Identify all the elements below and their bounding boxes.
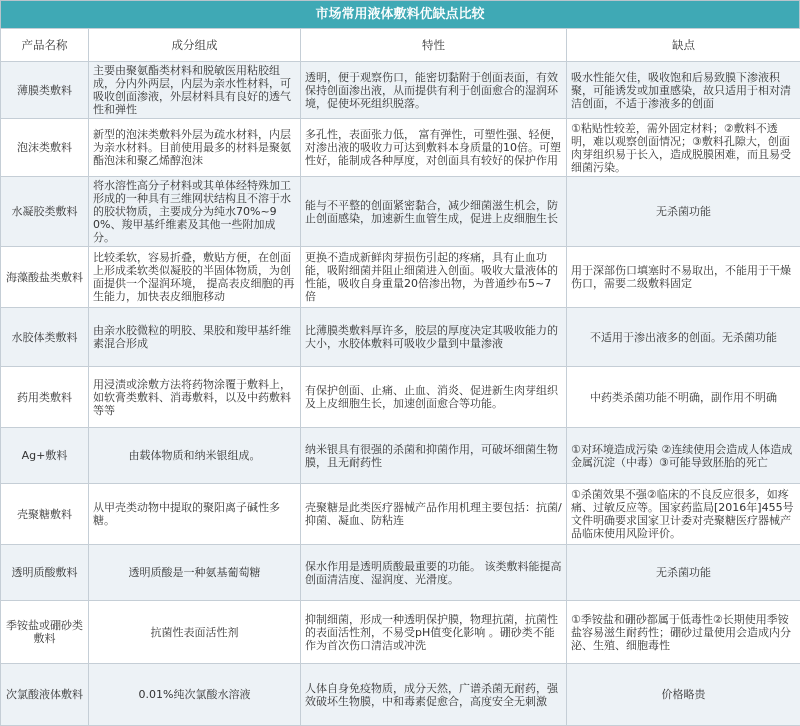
header-composition: 成分组成 (89, 29, 301, 62)
properties-cell: 多孔性，表面张力低， 富有弹性，可塑性强、轻便，对渗出液的吸收力可达到敷料本身质量的10倍。可塑性好，能制成各种厚度，对创面具有较好的保护作用 (301, 119, 567, 177)
product-name-cell: 海藻酸盐类敷料 (1, 247, 89, 308)
properties-cell: 透明，便于观察伤口，能密切黏附于创面表面，有效保持创面渗出液，从而提供有利于创面愈合的湿润环境，促使坏死组织脱落。 (301, 62, 567, 119)
header-row (1, 29, 800, 62)
composition-cell: 新型的泡沫类敷料外层为疏水材料，内层为亲水材料。目前使用最多的材料是聚氨酯泡沫和聚乙烯醇泡沫 (89, 119, 301, 177)
table-row (1, 177, 800, 247)
product-name-cell: 透明质酸敷料 (1, 545, 89, 601)
composition-cell: 比较柔软，容易折叠，敷贴方便，在创面上形成柔软类似凝胶的半固体物质，为创面提供一个湿润环境， 提高表皮细胞的再生能力，加快表皮细胞移动 (89, 247, 301, 308)
drawbacks-cell: 用于深部伤口填塞时不易取出，不能用于干燥伤口，需要二级敷料固定 (567, 247, 800, 308)
composition-cell: 0.01%纯次氯酸水溶液 (89, 664, 301, 726)
composition-cell: 透明质酸是一种氨基葡萄糖 (89, 545, 301, 601)
composition-cell: 将水溶性高分子材料或其单体经特殊加工形成的一种具有三维网状结构且不溶于水的胶状物质，主要成分为纯水70%~90%、羧甲基纤维素及其他一些附加成分。 (89, 177, 301, 247)
composition-cell: 从甲壳类动物中提取的聚阳离子碱性多糖。 (89, 484, 301, 545)
product-name-cell: 泡沫类敷料 (1, 119, 89, 177)
table-row (1, 367, 800, 428)
table-row (1, 62, 800, 119)
properties-cell: 比薄膜类敷料厚许多，胶层的厚度决定其吸收能力的大小，水胶体敷料可吸收少量到中量渗液 (301, 308, 567, 367)
table-title: 市场常用液体敷料优缺点比较 (0, 0, 800, 28)
product-name-cell: 季铵盐或硼砂类敷料 (1, 601, 89, 664)
properties-cell: 壳聚糖是此类医疗器械产品作用机理主要包括：抗菌/抑菌、凝血、防粘连 (301, 484, 567, 545)
product-name-cell: 薄膜类敷料 (1, 62, 89, 119)
header-drawbacks: 缺点 (567, 29, 800, 62)
product-name-cell: Ag+敷料 (1, 428, 89, 484)
product-name-cell: 水凝胶类敷料 (1, 177, 89, 247)
drawbacks-cell: 吸水性能欠佳，吸收饱和后易致膜下渗液积聚，可能诱发或加重感染，故只适用于相对清洁创面，不适于渗液多的创面 (567, 62, 800, 119)
properties-cell: 保水作用是透明质酸最重要的功能。 该类敷料能提高创面清洁度、湿润度、光滑度。 (301, 545, 567, 601)
product-name-cell: 壳聚糖敷料 (1, 484, 89, 545)
table-row (1, 308, 800, 367)
comparison-table (0, 28, 800, 726)
drawbacks-cell: ①对环境造成污染 ②连续使用会造成人体造成金属沉淀（中毒）③可能导致胚胎的死亡 (567, 428, 800, 484)
header-product-name: 产品名称 (1, 29, 89, 62)
table-row (1, 247, 800, 308)
table-row (1, 484, 800, 545)
drawbacks-cell: 无杀菌功能 (567, 177, 800, 247)
composition-cell: 主要由聚氨酯类材料和脱敏医用粘胶组成，分内外两层，内层为亲水性材料，可吸收创面渗液，外层材料具有良好的透气性和弹性 (89, 62, 301, 119)
composition-cell: 由载体物质和纳米银组成。 (89, 428, 301, 484)
properties-cell: 人体自身免疫物质，成分天然，广谱杀菌无耐药，强效破坏生物膜，中和毒素促愈合，高度安全无刺激 (301, 664, 567, 726)
properties-cell: 有保护创面、止痛、止血、消炎、促进新生肉芽组织及上皮细胞生长，加速创面愈合等功能。 (301, 367, 567, 428)
table-row (1, 664, 800, 726)
drawbacks-cell: 不适用于渗出液多的创面。无杀菌功能 (567, 308, 800, 367)
drawbacks-cell: ①杀菌效果不强②临床的不良反应很多，如疼痛、过敏反应等。国家药监局[2016年]455号文件明确要求国家卫计委对壳聚糖医疗器械产品临床使用风险评价。 (567, 484, 800, 545)
drawbacks-cell: ①季铵盐和硼砂都属于低毒性②长期使用季铵盐容易滋生耐药性；硼砂过量使用会造成内分泌、生殖、细胞毒性 (567, 601, 800, 664)
drawbacks-cell: 无杀菌功能 (567, 545, 800, 601)
table-row (1, 428, 800, 484)
composition-cell: 用浸渍或涂敷方法将药物涂覆于敷料上，如软膏类敷料、消毒敷料，以及中药敷料等等 (89, 367, 301, 428)
properties-cell: 更换不造成新鲜肉芽损伤引起的疼痛，具有止血功能，吸附细菌并阻止细菌进入创面。吸收大量液体的性能，吸收自身重量20倍渗出物，为普通纱布5~7倍 (301, 247, 567, 308)
product-name-cell: 次氯酸液体敷料 (1, 664, 89, 726)
composition-cell: 由亲水胶微粒的明胶、果胶和羧甲基纤维素混合形成 (89, 308, 301, 367)
properties-cell: 抑制细菌，形成一种透明保护膜，物理抗菌，抗菌性的表面活性剂，不易受pH值变化影响 。硼砂类不能作为首次伤口清洁或冲洗 (301, 601, 567, 664)
table-row (1, 545, 800, 601)
drawbacks-cell: ①粘贴性较差，需外固定材料；②敷料不透明，难以观察创面情况；③敷料孔隙大，创面肉芽组织易于长入，造成脱膜困难，而且易受细菌污染。 (567, 119, 800, 177)
product-name-cell: 药用类敷料 (1, 367, 89, 428)
product-name-cell: 水胶体类敷料 (1, 308, 89, 367)
composition-cell: 抗菌性表面活性剂 (89, 601, 301, 664)
properties-cell: 纳米银具有很强的杀菌和抑菌作用，可破坏细菌生物膜，且无耐药性 (301, 428, 567, 484)
table-row (1, 601, 800, 664)
header-properties: 特性 (301, 29, 567, 62)
table-row (1, 119, 800, 177)
properties-cell: 能与不平整的创面紧密黏合，减少细菌滋生机会，防止创面感染，加速新生血管生成，促进上皮细胞生长 (301, 177, 567, 247)
drawbacks-cell: 价格略贵 (567, 664, 800, 726)
drawbacks-cell: 中药类杀菌功能不明确，副作用不明确 (567, 367, 800, 428)
